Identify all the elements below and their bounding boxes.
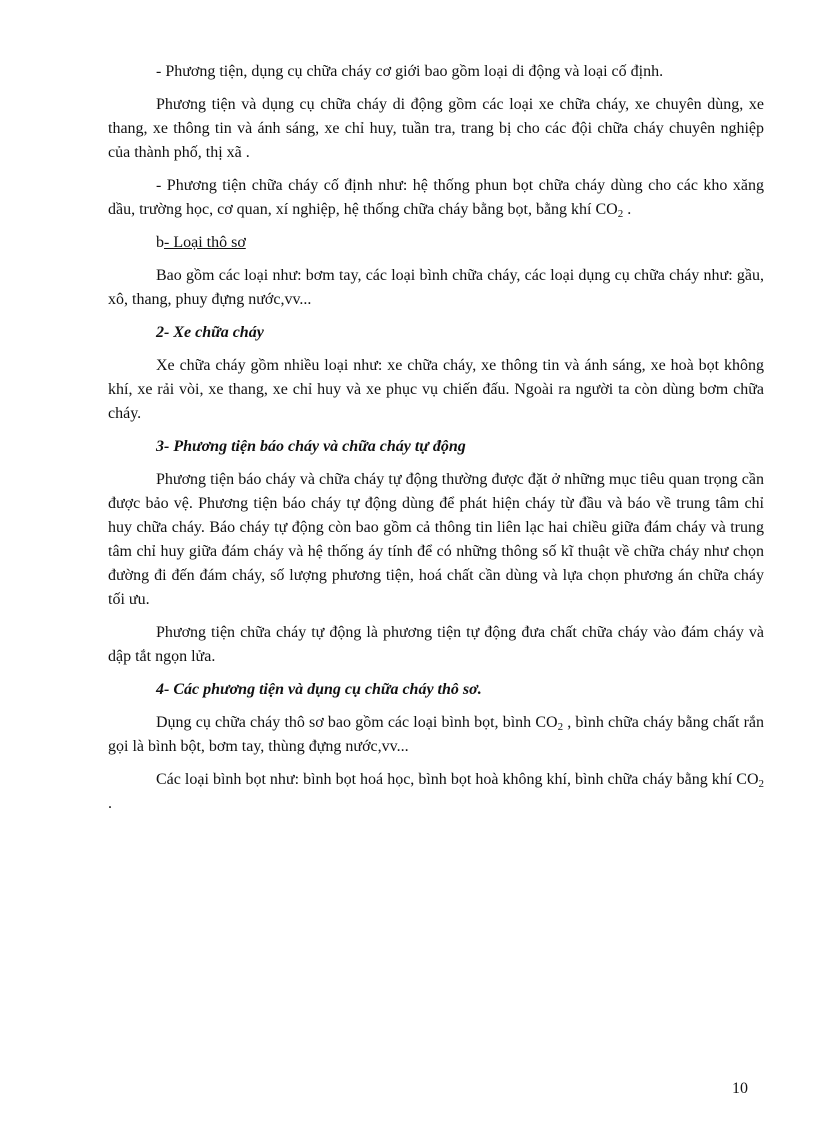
- page-content: [108, 60, 764, 825]
- subheading-prefix: b: [156, 234, 164, 251]
- paragraph-tools-tail: , bình chữa cháy bằng chất rắn gọi là bình bột, bơm tay, thùng đựng nước,vv...: [108, 714, 764, 755]
- paragraph-primitive-tools: [108, 711, 764, 759]
- paragraph-primitive-items: Bao gồm các loại như: bơm tay, các loại bình chữa cháy, các loại dụng cụ chữa cháy như: gầu, xô, thang, phuy đựng nước,vv...: [108, 267, 764, 308]
- paragraph-fire-trucks: Xe chữa cháy gồm nhiều loại như: xe chữa cháy, xe thông tin và ánh sáng, xe hoà bọt không khí, xe rải vòi, xe thang, xe chỉ huy và xe phục vụ chiến đấu. Ngoài ra người ta còn dùng bơm chữa cháy.: [108, 357, 764, 422]
- co2-subscript: 2: [758, 778, 764, 790]
- heading-automatic-systems: 3- Phương tiện báo cháy và chữa cháy tự động: [156, 438, 466, 455]
- paragraph-automatic-extinguish: Phương tiện chữa cháy tự động là phương tiện tự động đưa chất chữa cháy vào đám cháy và dập tắt ngọn lửa.: [108, 624, 764, 665]
- page-number: 10: [732, 1080, 748, 1097]
- paragraph-automatic-alarm: Phương tiện báo cháy và chữa cháy tự động thường được đặt ở những mục tiêu quan trọng cần được bảo vệ. Phương tiện báo cháy tự động dùng để phát hiện cháy từ đầu và báo về trung tâm chỉ huy chữa cháy. Báo cháy tự động còn bao gồm cả thông tin liên lạc hai chiều giữa đám cháy và trung tâm chỉ huy giữa đám cháy và hệ thống áy tính để có những thông số kĩ thuật về chữa cháy như chọn đường đi đến đám cháy, số lượng phương tiện, hoá chất cần dùng và lựa chọn phương án chữa cháy tối ưu.: [108, 471, 764, 608]
- paragraph-fixed-equipment: [108, 174, 764, 222]
- subheading-primitive: [108, 231, 764, 255]
- paragraph-mobile-equipment: Phương tiện và dụng cụ chữa cháy di động gồm các loại xe chữa cháy, xe chuyên dùng, xe thang, xe thông tin và ánh sáng, xe chỉ huy, tuần tra, trang bị cho các đội chữa cháy chuyên nghiệp của thành phố, thị xã .: [108, 96, 764, 161]
- paragraph-foam-text: Các loại bình bọt như: bình bọt hoá học, bình bọt hoà không khí, bình chữa cháy bằng khí CO: [156, 771, 759, 788]
- co2-subscript: 2: [557, 721, 564, 733]
- paragraph-foam-types: [108, 768, 764, 816]
- paragraph-foam-tail: .: [108, 795, 112, 812]
- paragraph-fixed-text: - Phương tiện chữa cháy cố định như: hệ thống phun bọt chữa cháy dùng cho các kho xăng dầu, trường học, cơ quan, xí nghiệp, hệ thống chữa cháy bằng bọt, bằng khí CO: [108, 177, 764, 218]
- subheading-label: - Loại thô sơ: [164, 234, 246, 251]
- paragraph-fixed-tail: .: [623, 201, 632, 218]
- paragraph-mechanical-types: - Phương tiện, dụng cụ chữa cháy cơ giới bao gồm loại di động và loại cố định.: [156, 63, 664, 80]
- paragraph-tools-text: Dụng cụ chữa cháy thô sơ bao gồm các loại bình bọt, bình CO: [156, 714, 558, 731]
- heading-primitive-tools: 4- Các phương tiện và dụng cụ chữa cháy thô sơ.: [156, 681, 482, 698]
- heading-fire-trucks: 2- Xe chữa cháy: [156, 324, 264, 341]
- co2-subscript: 2: [617, 208, 624, 220]
